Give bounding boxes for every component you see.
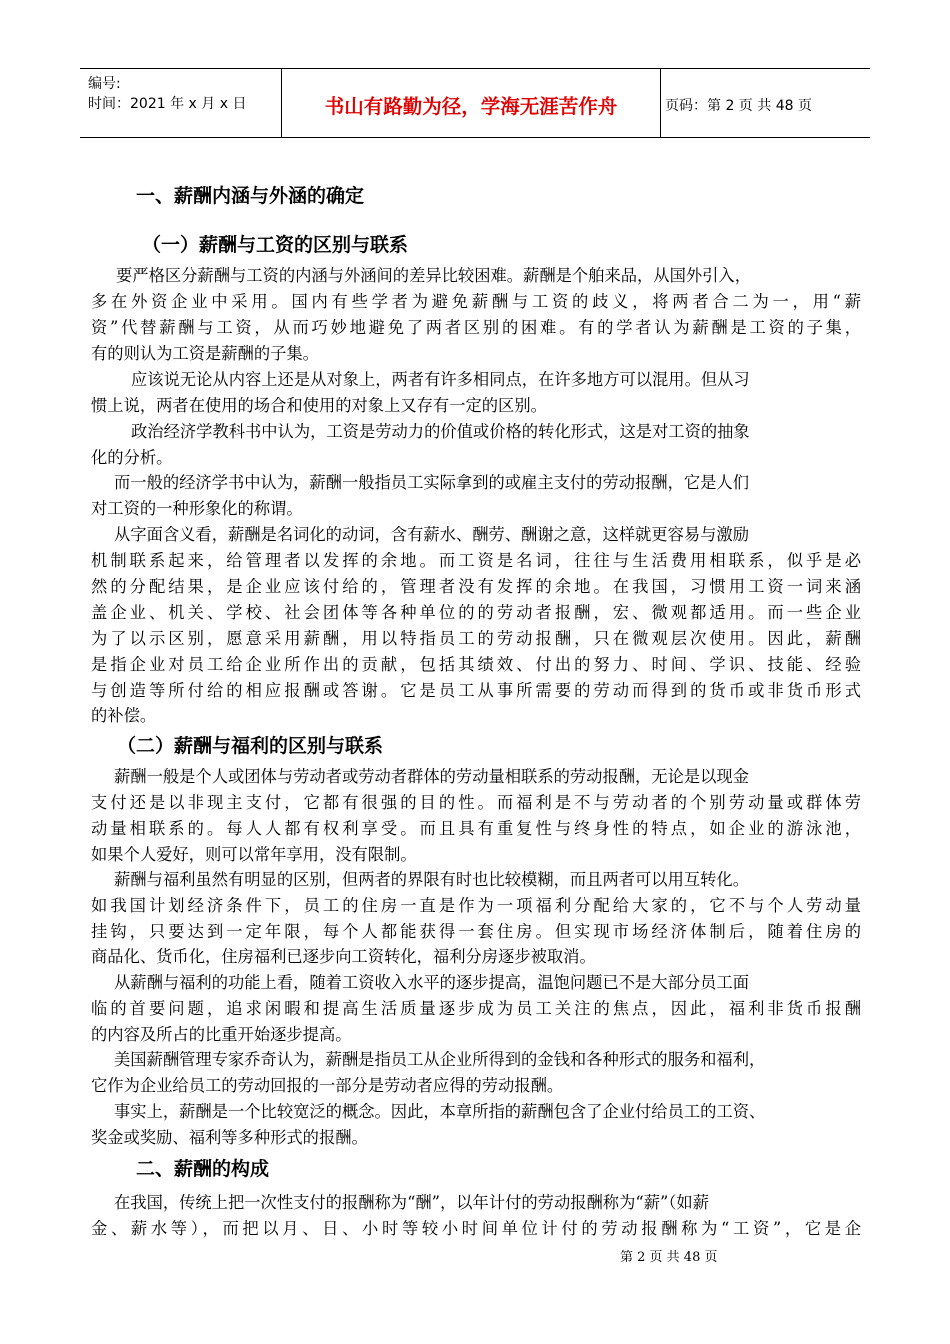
text-line: 从薪酬与福利的功能上看，随着工资收入水平的逐步提高，温饱问题已不是大部分员工面 bbox=[114, 973, 749, 992]
page-info: 页码：第 2 页 共 48 页 bbox=[665, 98, 812, 114]
header-page-cell bbox=[661, 69, 870, 137]
motto: 书山有路勤为径，学海无涯苦作舟 bbox=[324, 95, 618, 118]
text-line: 金、薪水等），而把以月、日、小时等较小时间单位计付的劳动报酬称为“工资”，它是企 bbox=[91, 1219, 861, 1238]
text-line: 与创造等所付给的相应报酬或答谢。它是员工从事所需要的劳动而得到的货币或非货币形式 bbox=[91, 681, 861, 700]
text-line: 而一般的经济学书中认为，薪酬一般指员工实际拿到的或雇主支付的劳动报酬，它是人们 bbox=[114, 473, 749, 492]
text-line: 如我国计划经济条件下，员工的住房一直是作为一项福利分配给大家的，它不与个人劳动量 bbox=[91, 896, 861, 915]
text-line: 事实上，薪酬是一个比较宽泛的概念。因此，本章所指的薪酬包含了企业付给员工的工资、 bbox=[114, 1102, 766, 1121]
text-line: 薪酬与福利虽然有明显的区别，但两者的界限有时也比较模糊，而且两者可以用互转化。 bbox=[114, 870, 749, 889]
text-line: 如果个人爱好，则可以常年享用，没有限制。 bbox=[91, 845, 417, 864]
text-line: 支付还是以非现主支付，它都有很强的目的性。而福利是不与劳动者的个别劳动量或群体劳 bbox=[91, 793, 861, 812]
text-line: 美国薪酬管理专家乔奇认为，薪酬是指员工从企业所得到的金钱和各种形式的服务和福利， bbox=[114, 1050, 766, 1069]
text-line: 商品化、货币化，住房福利已逐步向工资转化，福利分房逐步被取消。 bbox=[91, 947, 596, 966]
text-line: 资”代替薪酬与工资，从而巧妙地避免了两者区别的困难。有的学者认为薪酬是工资的子集， bbox=[91, 318, 861, 337]
text-line: 化的分析。 bbox=[91, 448, 173, 467]
section-1-2-title: （二）薪酬与福利的区别与联系 bbox=[117, 735, 384, 757]
text-line: 然的分配结果，是企业应该付给的，管理者没有发挥的余地。在我国，习惯用工资一词来涵 bbox=[91, 577, 861, 596]
text-line: 的补偿。 bbox=[91, 706, 157, 725]
text-line: 有的则认为工资是薪酬的子集。 bbox=[91, 344, 319, 363]
text-line: 是指企业对员工给企业所作出的贡献，包括其绩效、付出的努力、时间、学识、技能、经验 bbox=[91, 655, 861, 674]
text-line: 应该说无论从内容上还是从对象上，两者有许多相同点，在许多地方可以混用。但从习 bbox=[131, 370, 750, 389]
text-line: 从字面含义看，薪酬是名词化的动词，含有薪水、酬劳、酬谢之意，这样就更容易与激励 bbox=[114, 525, 749, 544]
text-line: 惯上说，两者在使用的场合和使用的对象上又存有一定的区别。 bbox=[91, 396, 547, 415]
text-line: 动量相联系的。每人人都有权利享受。而且具有重复性与终身性的特点，如企业的游泳池， bbox=[91, 819, 861, 838]
header-left-cell bbox=[80, 69, 282, 137]
text-line: 对工资的一种形象化的称谓。 bbox=[91, 499, 303, 518]
text-line: 机制联系起来，给管理者以发挥的余地。而工资是名词，往往与生活费用相联系，似乎是必 bbox=[91, 551, 861, 570]
text-line: 挂钩，只要达到一定年限，每个人都能获得一套住房。但实现市场经济体制后，随着住房的 bbox=[91, 922, 861, 941]
number-label: 编号: bbox=[88, 76, 121, 92]
section-2-title: 二、薪酬的构成 bbox=[136, 1158, 270, 1180]
section-1-title: 一、薪酬内涵与外涵的确定 bbox=[136, 185, 365, 207]
time-label: 时间：2021 年 x 月 x 日 bbox=[88, 96, 247, 112]
text-line: 在我国，传统上把一次性支付的报酬称为“酬”，以年计付的劳动报酬称为“薪”（如薪 bbox=[114, 1193, 709, 1212]
page-footer: 第 2 页 共 48 页 bbox=[620, 1250, 718, 1265]
header-motto-cell bbox=[282, 69, 661, 137]
text-line: 的内容及所占的比重开始逐步提高。 bbox=[91, 1025, 352, 1044]
text-line: 要严格区分薪酬与工资的内涵与外涵间的差异比较困难。薪酬是个舶来品，从国外引入， bbox=[116, 266, 751, 285]
text-line: 临的首要问题，追求闲暇和提高生活质量逐步成为员工关注的焦点，因此，福利非货币报酬 bbox=[91, 999, 861, 1018]
section-1-1-title: （一）薪酬与工资的区别与联系 bbox=[142, 234, 409, 256]
text-line: 为了以示区别，愿意采用薪酬，用以特指员工的劳动报酬，只在微观层次使用。因此，薪酬 bbox=[91, 629, 861, 648]
text-line: 薪酬一般是个人或团体与劳动者或劳动者群体的劳动量相联系的劳动报酬，无论是以现金 bbox=[114, 767, 749, 786]
document-header bbox=[80, 68, 870, 138]
text-line: 政治经济学教科书中认为，工资是劳动力的价值或价格的转化形式，这是对工资的抽象 bbox=[131, 422, 750, 441]
text-line: 奖金或奖励、福利等多种形式的报酬。 bbox=[91, 1128, 368, 1147]
text-line: 盖企业、机关、学校、社会团体等各种单位的的劳动者报酬，宏、微观都适用。而一些企业 bbox=[91, 603, 861, 622]
text-line: 它作为企业给员工的劳动回报的一部分是劳动者应得的劳动报酬。 bbox=[91, 1076, 564, 1095]
text-line: 多在外资企业中采用。国内有些学者为避免薪酬与工资的歧义，将两者合二为一，用“薪 bbox=[91, 292, 861, 311]
